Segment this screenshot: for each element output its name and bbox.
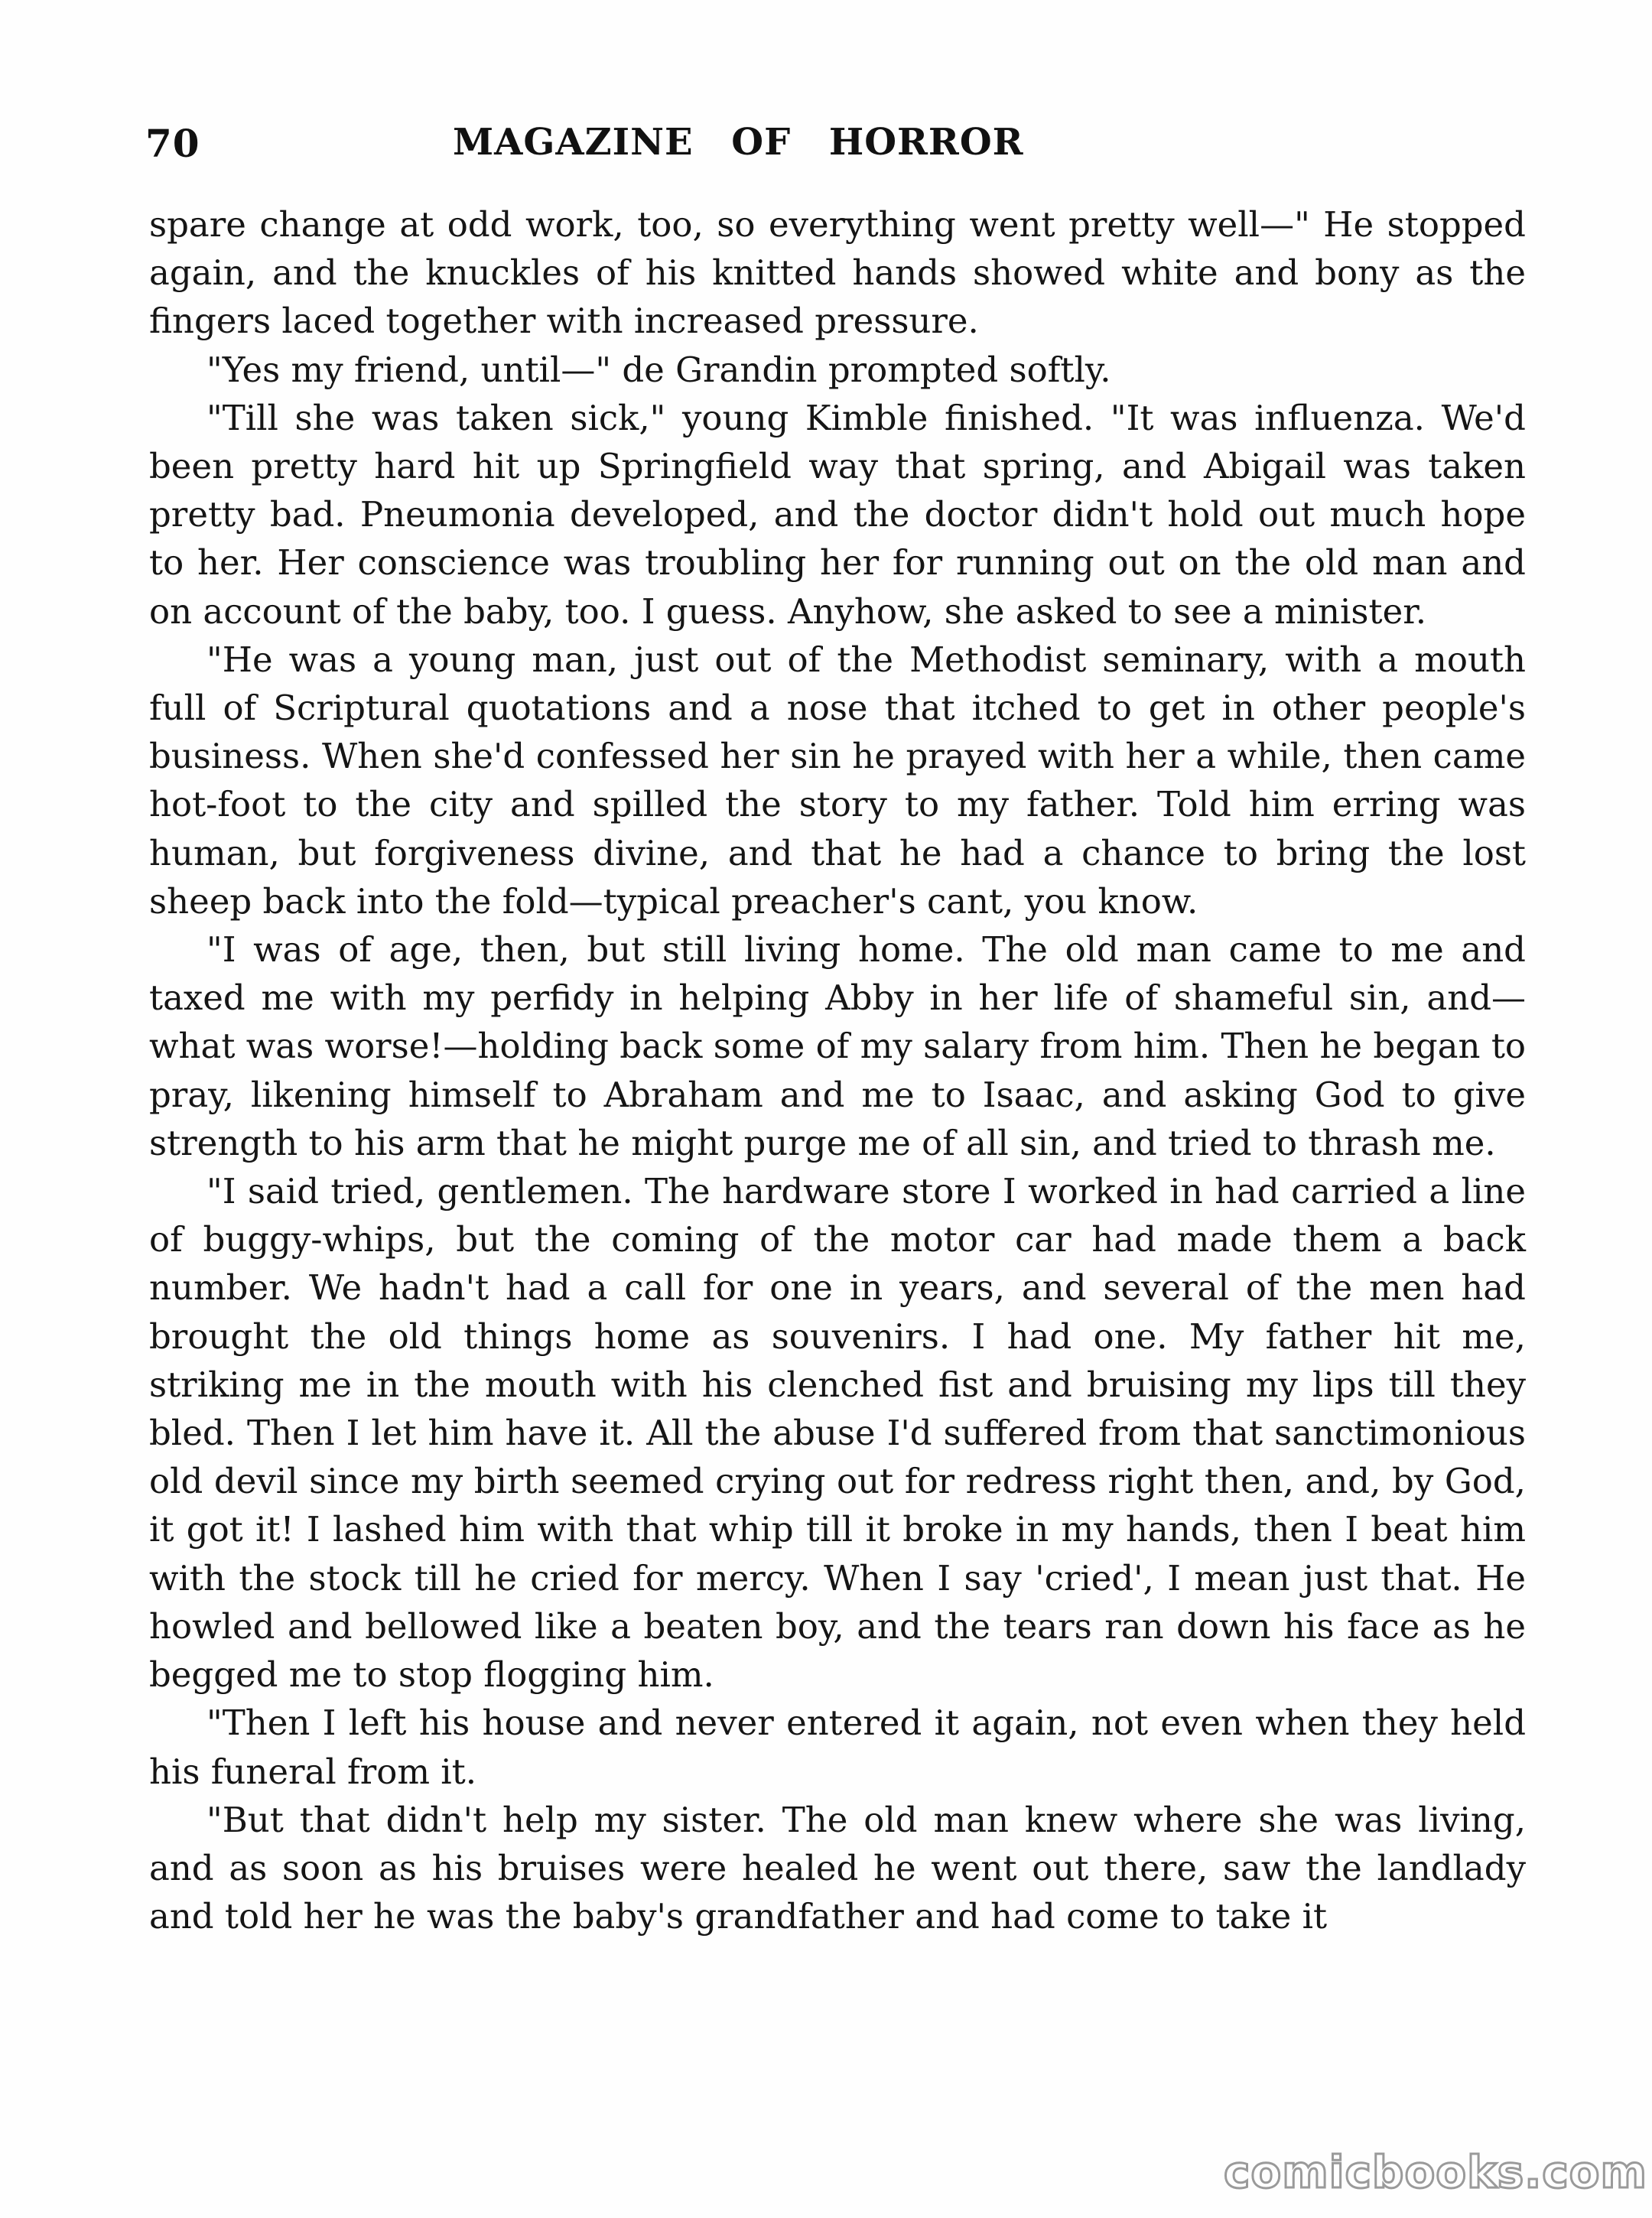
paragraph: "I said tried, gentlemen. The hardware store I worked in had carried a line of buggy-whips, but the coming of the motor car had made them a back number. We hadn't had a call for one in years, and several of the men had brought the old things home as souvenirs. I had one. My father hit me, striking me in the mouth with his clenched fist and bruising my lips till they bled. Then I let him have it. All the abuse I'd suffered from that sanctimonious old devil since my birth seemed crying out for redress right then, and, by God, it got it! I lashed him with that whip till it broke in my hands, then I beat him with the stock till he cried for mercy. When I say 'cried', I mean just that. He howled and bellowed like a beaten boy, and the tears ran down his face as he begged me to stop flogging him. bbox=[149, 1171, 1526, 1696]
paragraph: "Till she was taken sick," young Kimble finished. "It was influenza. We'd been pretty hard hit up Springfield way that spring, and Abigail was taken pretty bad. Pneumonia developed, and the doctor didn't hold out much hope to her. Her conscience was troubling her for running out on the old man and on account of the baby, too. I guess. Anyhow, she asked to see a minister. bbox=[149, 397, 1526, 632]
paragraph: spare change at odd work, too, so everything went pretty well—" He stopped again, and the knuckles of his knitted hands showed white and bony as the fingers laced together with increased pressure. bbox=[149, 204, 1526, 342]
paragraph: "He was a young man, just out of the Methodist seminary, with a mouth full of Scriptural quotations and a nose that itched to get in other people's business. When she'd confessed her sin he prayed with her a while, then came hot-foot to the city and spilled the story to my father. Told him erring was human, but forgiveness divine, and that he had a chance to bring the lost sheep back into the fold—typical preacher's cant, you know. bbox=[149, 639, 1526, 922]
page-header bbox=[145, 121, 1369, 182]
paragraph: "Then I left his house and never entered it again, not even when they held his funeral from it. bbox=[149, 1703, 1526, 1792]
story-body bbox=[149, 200, 1526, 1940]
paragraph: "But that didn't help my sister. The old man knew where she was living, and as soon as his bruises were healed he went out there, saw the landlady and told her he was the baby's grandfather and had come to take it bbox=[149, 1799, 1526, 1937]
running-title: MAGAZINE OF HORROR bbox=[453, 121, 1024, 164]
site-watermark: comicbooks.com bbox=[1224, 2146, 1647, 2198]
page-number: 70 bbox=[145, 121, 200, 166]
paragraph: "I was of age, then, but still living home. The old man came to me and taxed me with my perfidy in helping Abby in her life of shameful sin, and—what was worse!—holding back some of my salary from him. Then he began to pray, likening himself to Abraham and me to Isaac, and asking God to give strength to his arm that he might purge me of all sin, and tried to thrash me. bbox=[149, 929, 1526, 1163]
paragraph: "Yes my friend, until—" de Grandin prompted softly. bbox=[206, 349, 1111, 390]
